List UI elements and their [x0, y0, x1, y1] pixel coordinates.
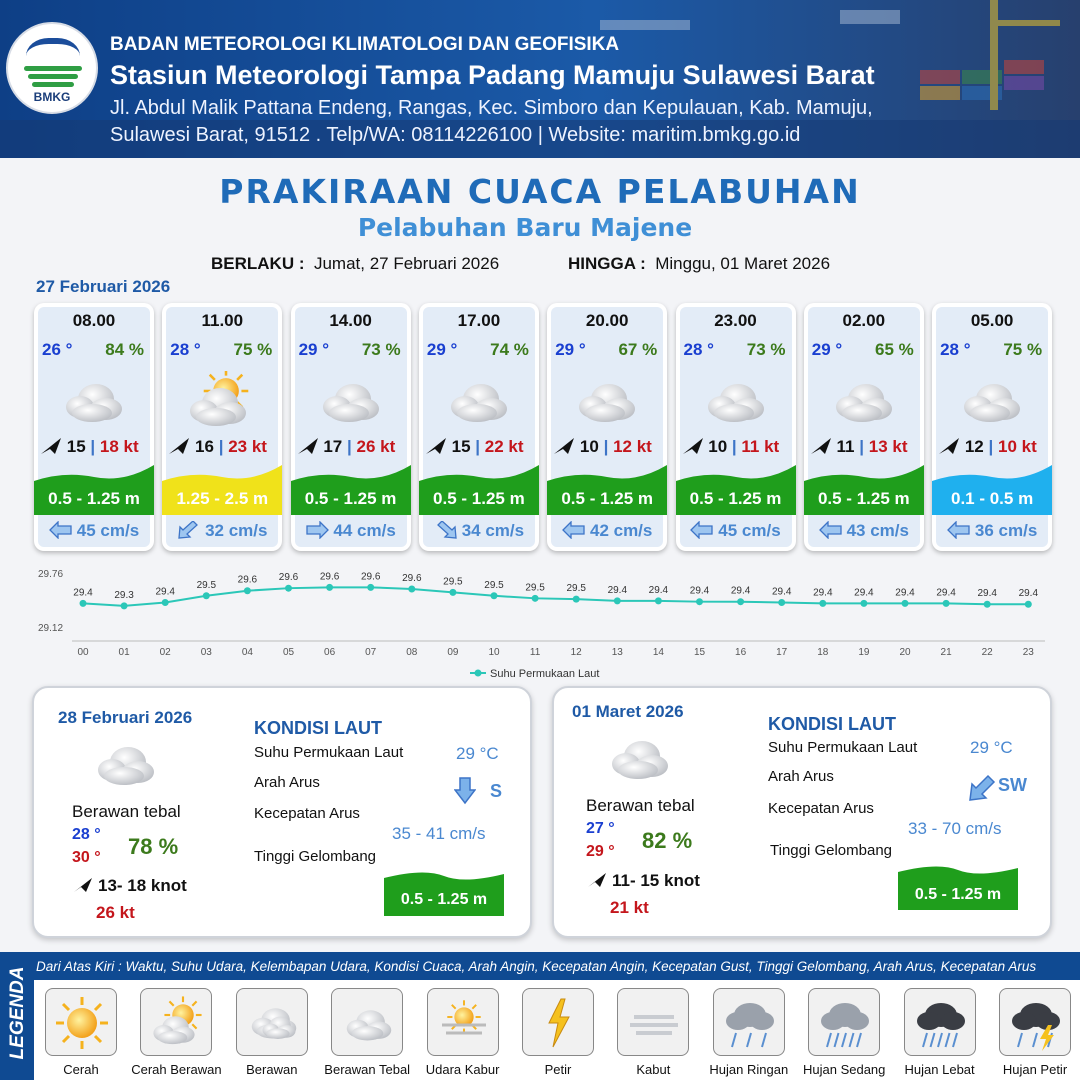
- x-tick-label: 06: [324, 647, 336, 658]
- sst-data-label: 29.4: [813, 587, 833, 599]
- wind-separator: |: [90, 437, 96, 456]
- x-tick-label: 18: [817, 647, 829, 658]
- hour-card: [291, 303, 411, 551]
- x-tick-label: 21: [940, 647, 952, 658]
- legend-item: [999, 988, 1071, 1056]
- hour-time: 14.00: [329, 311, 372, 330]
- wind-speed: 10: [708, 437, 728, 456]
- weather-text: Berawan tebal: [72, 802, 181, 821]
- sst-point: [121, 602, 128, 609]
- sst-data-label: 29.5: [484, 579, 504, 591]
- legend-title: LEGENDA: [7, 966, 28, 1060]
- chart-legend-label: Suhu Permukaan Laut: [490, 668, 600, 680]
- hour-time: 20.00: [585, 311, 629, 330]
- hour-temp: 29 °: [426, 340, 458, 359]
- wave-height: 0.5 - 1.25 m: [304, 489, 397, 508]
- sst-chart: [0, 560, 1080, 685]
- wind-arrow-icon: [72, 876, 94, 894]
- wind-speed: 13- 18 knot: [98, 876, 187, 895]
- cloud-thick-icon: [698, 371, 774, 427]
- sst-data-label: 29.4: [689, 585, 710, 597]
- current-speed: 36 cm/s: [974, 521, 1038, 540]
- sst-point: [655, 597, 662, 604]
- current-row: [804, 521, 924, 541]
- x-tick-label: 20: [899, 647, 911, 658]
- hour-temp: 26 °: [42, 340, 73, 359]
- sst-point: [162, 599, 169, 606]
- wind-separator: |: [988, 437, 994, 456]
- hour-card: [419, 303, 539, 551]
- x-tick-label: 23: [1022, 647, 1034, 658]
- legend-item-label: Hujan Lebat: [904, 1062, 975, 1077]
- hour-time: 08.00: [72, 311, 116, 330]
- sst-point: [902, 600, 909, 607]
- sst-value: 29 °C: [970, 738, 1013, 757]
- sst-point: [408, 586, 415, 593]
- hour-card: [547, 303, 667, 551]
- validity-from: [211, 254, 499, 274]
- panel-date: 01 Maret 2026: [572, 702, 684, 721]
- arrow-down-icon: [454, 776, 476, 806]
- x-tick-label: 01: [118, 647, 130, 658]
- x-tick-label: 11: [529, 647, 541, 658]
- hour-time: 05.00: [970, 311, 1014, 330]
- sst-data-label: 29.4: [607, 584, 628, 596]
- sst-data-label: 29.6: [319, 571, 340, 583]
- station-name: Stasiun Meteorologi Tampa Padang Mamuju Sulawesi Barat: [110, 60, 875, 90]
- wind-arrow-icon: [938, 437, 960, 455]
- wind-speed: 11: [836, 437, 855, 456]
- legend-item: [904, 988, 976, 1056]
- current-row: [34, 521, 154, 541]
- legend-item-label: Cerah Berawan: [131, 1062, 222, 1077]
- wave-height: 0.1 - 0.5 m: [950, 489, 1034, 508]
- wind-separator: |: [346, 437, 352, 456]
- cloud-thick-icon: [954, 371, 1030, 427]
- gust-speed: 18 kt: [99, 437, 139, 456]
- cloud-thick-icon: [826, 371, 902, 427]
- legend-item-label: Kabut: [636, 1062, 671, 1077]
- wind-row: [168, 437, 267, 457]
- sst-data-label: 29.4: [936, 587, 956, 599]
- wind-row: [810, 437, 908, 457]
- fog-icon: [626, 995, 682, 1051]
- legend-item-label: Cerah: [63, 1062, 99, 1077]
- wind-row: [938, 437, 1037, 457]
- gust-speed: 26 kt: [96, 903, 135, 922]
- page-subtitle: Pelabuhan Baru Majene: [357, 213, 693, 242]
- thunderstorm-icon: [1008, 995, 1064, 1051]
- hour-card: [804, 303, 924, 551]
- current-speed: 45 cm/s: [718, 521, 781, 540]
- header-banner: [0, 0, 1080, 158]
- wave-height: 1.25 - 2.5 m: [176, 489, 269, 508]
- hour-time: 11.00: [201, 311, 244, 330]
- sst-label: Suhu Permukaan Laut: [768, 739, 918, 756]
- hour-temp: 29 °: [298, 340, 330, 359]
- current-arrow-icon: [434, 521, 458, 539]
- legend-item-label: Udara Kabur: [425, 1062, 500, 1077]
- wind-row: [425, 437, 524, 457]
- wind-speed: 16: [195, 437, 214, 456]
- wave-height: 0.5 - 1.25 m: [689, 489, 782, 508]
- wind-speed: 15: [451, 437, 471, 456]
- lightning-icon: [531, 995, 587, 1051]
- wind-separator: |: [475, 437, 481, 456]
- hour-temp: 28 °: [170, 340, 201, 359]
- wind-speed: 12: [964, 437, 984, 456]
- x-tick-label: 08: [406, 647, 418, 658]
- day-panel-1: [32, 686, 532, 938]
- sst-data-label: 29.4: [155, 586, 175, 598]
- wind-row: [553, 437, 652, 457]
- org-name: BADAN METEOROLOGI KLIMATOLOGI DAN GEOFISIKA: [110, 34, 620, 55]
- hour-temp: 28 °: [683, 340, 714, 359]
- cloud-icon: [245, 995, 301, 1051]
- sst-data-label: 29.4: [771, 586, 792, 598]
- gust-speed: 26 kt: [356, 437, 396, 456]
- legend-item: [808, 988, 880, 1056]
- current-speed-value: 33 - 70 cm/s: [908, 819, 1002, 838]
- wave-label: Tinggi Gelombang: [770, 842, 893, 859]
- sun-cloud-icon: [184, 371, 260, 427]
- legend-marker: [475, 670, 482, 677]
- light-rain-icon: [722, 995, 778, 1051]
- sst-point: [326, 584, 333, 591]
- current-dir-label: Arah Arus: [254, 774, 320, 791]
- current-dir-value: SW: [998, 775, 1027, 795]
- wind-separator: |: [603, 437, 609, 456]
- current-speed-label: Kecepatan Arus: [254, 805, 360, 822]
- current-row: [932, 521, 1052, 541]
- wind-speed: 11- 15 knot: [612, 871, 700, 890]
- x-tick-label: 17: [776, 647, 788, 658]
- current-speed: 45 cm/s: [76, 521, 140, 540]
- x-tick-label: 15: [693, 647, 706, 658]
- hour-time: 17.00: [457, 311, 501, 330]
- sst-point: [1025, 601, 1032, 608]
- legend-item: [45, 988, 117, 1056]
- day1-date: 27 Februari 2026: [36, 277, 171, 296]
- y-tick-label: 29.76: [38, 569, 64, 580]
- humidity: 78 %: [128, 834, 179, 859]
- wind-row: [682, 437, 780, 457]
- wave-label: Tinggi Gelombang: [254, 848, 377, 865]
- current-dir-label: Arah Arus: [768, 768, 834, 785]
- hour-card: [676, 303, 796, 551]
- wind-separator: |: [859, 437, 865, 456]
- wind-speed: 17: [323, 437, 343, 456]
- current-speed: 34 cm/s: [461, 521, 525, 540]
- sst-data-label: 29.4: [854, 587, 874, 599]
- sst-label: Suhu Permukaan Laut: [254, 744, 404, 761]
- x-tick-label: 19: [858, 647, 870, 658]
- hour-time: 02.00: [842, 311, 886, 330]
- wind-arrow-icon: [168, 437, 190, 455]
- x-tick-label: 07: [365, 647, 377, 658]
- legend-description: Dari Atas Kiri : Waktu, Suhu Udara, Kelembapan Udara, Kondisi Cuaca, Arah Angin, Kecepatan Angin, Kecepatan Gust, Tinggi Gelombang, Arah Arus, Kecepatan Arus: [34, 952, 1080, 980]
- temp-min: 27 °: [586, 820, 615, 837]
- sst-point: [80, 600, 87, 607]
- legend-item: [331, 988, 403, 1056]
- hour-humidity: 73 %: [361, 340, 401, 359]
- cloud-thick-icon: [441, 371, 517, 427]
- current-speed: 32 cm/s: [205, 521, 268, 540]
- wave-height: 0.5 - 1.25 m: [561, 489, 654, 508]
- x-tick-label: 03: [200, 647, 212, 658]
- sst-data-label: 29.5: [443, 576, 463, 588]
- address-line-1: Jl. Abdul Malik Pattana Endeng, Rangas, Kec. Simboro dan Kepulauan, Kab. Mamuju,: [110, 97, 873, 119]
- hour-card: [34, 303, 154, 551]
- hour-humidity: 67 %: [618, 340, 658, 359]
- sst-data-label: 29.6: [278, 572, 299, 584]
- wind-arrow-icon: [425, 437, 447, 455]
- x-tick-label: 02: [159, 647, 171, 658]
- current-row: [162, 521, 282, 541]
- current-row: [291, 521, 411, 541]
- temp-max: 29 °: [586, 843, 615, 860]
- gust-speed: 23 kt: [228, 437, 267, 456]
- sst-point: [737, 598, 744, 605]
- current-row: [676, 521, 796, 541]
- x-tick-label: 14: [652, 647, 664, 658]
- current-speed: 42 cm/s: [589, 521, 653, 540]
- temp-min: 28 °: [72, 826, 101, 843]
- current-speed-value: 35 - 41 cm/s: [392, 824, 486, 843]
- current-dir-value: S: [490, 781, 503, 801]
- sst-data-label: 29.5: [196, 579, 217, 591]
- legend-item-label: Berawan Tebal: [324, 1062, 411, 1077]
- hour-temp: 29 °: [555, 340, 586, 359]
- sst-data-label: 29.6: [360, 571, 381, 583]
- legend-item: [427, 988, 499, 1056]
- sst-data-label: 29.5: [566, 583, 586, 595]
- wind-speed: 15: [66, 437, 86, 456]
- haze-icon: [436, 995, 492, 1051]
- wave-height: 0.5 - 1.25 m: [48, 489, 140, 508]
- arrow-down-left-icon: [968, 774, 996, 802]
- x-tick-label: 05: [282, 647, 295, 658]
- sst-data-label: 29.6: [237, 574, 258, 586]
- sst-data-label: 29.4: [730, 585, 751, 597]
- validity-to-value: Minggu, 01 Maret 2026: [655, 254, 831, 273]
- weather-text: Berawan tebal: [586, 796, 695, 815]
- current-arrow-icon: [947, 521, 971, 539]
- gust-speed: 21 kt: [610, 898, 649, 917]
- sst-data-label: 29.4: [73, 587, 93, 599]
- sst-data-label: 29.4: [1018, 588, 1039, 600]
- page-title: PRAKIRAAN CUACA PELABUHAN: [219, 172, 861, 211]
- sun-cloud-icon: [149, 995, 205, 1051]
- hour-humidity: 84 %: [105, 340, 144, 359]
- sst-point: [696, 598, 703, 605]
- y-tick-label: 29.12: [38, 623, 64, 634]
- gust-speed: 11 kt: [741, 437, 780, 456]
- hour-card: [932, 303, 1052, 551]
- wave-value: 0.5 - 1.25 m: [914, 886, 1002, 903]
- hour-humidity: 75 %: [1003, 340, 1043, 359]
- current-arrow-icon: [690, 521, 714, 539]
- legend-item: [236, 988, 308, 1056]
- gust-speed: 22 kt: [484, 437, 524, 456]
- hour-humidity: 74 %: [490, 340, 529, 359]
- x-tick-label: 04: [241, 647, 253, 658]
- sst-data-label: 29.4: [977, 588, 997, 600]
- cloud-thick-icon: [340, 995, 396, 1051]
- temp-max: 30 °: [72, 849, 101, 866]
- sst-data-label: 29.6: [402, 573, 422, 585]
- hour-card: [162, 303, 282, 551]
- x-tick-label: 09: [447, 647, 459, 658]
- sun-icon: [54, 995, 110, 1051]
- wave-value: 0.5 - 1.25 m: [400, 891, 488, 908]
- current-row: [547, 521, 667, 541]
- legend-item-label: Berawan: [246, 1062, 298, 1077]
- sst-point: [943, 600, 950, 607]
- legend-item-label: Hujan Ringan: [709, 1062, 789, 1077]
- legend-item: [522, 988, 594, 1056]
- validity-to-label: HINGGA :: [568, 254, 646, 273]
- heavy-rain-icon: [913, 995, 969, 1051]
- x-tick-label: 12: [570, 647, 582, 658]
- hour-humidity: 75 %: [233, 340, 273, 359]
- legend-item-label: Petir: [544, 1062, 572, 1077]
- wind-separator: |: [218, 437, 224, 456]
- sst-point: [860, 600, 867, 607]
- legend-item-label: Hujan Sedang: [802, 1062, 886, 1077]
- current-speed-label: Kecepatan Arus: [768, 800, 874, 817]
- panel-date: 28 Februari 2026: [58, 708, 193, 727]
- moderate-rain-icon: [817, 995, 873, 1051]
- sst-point: [449, 589, 456, 596]
- bmkg-logo: [6, 22, 98, 114]
- hour-humidity: 73 %: [746, 340, 786, 359]
- gust-speed: 13 kt: [868, 437, 908, 456]
- current-arrow-icon: [49, 521, 73, 539]
- cloud-thick-icon: [56, 371, 132, 427]
- current-arrow-icon: [819, 521, 843, 539]
- x-tick-label: 22: [981, 647, 993, 658]
- logo-text: BMKG: [33, 90, 71, 104]
- hour-temp: 29 °: [811, 340, 843, 359]
- sst-data-label: 29.5: [525, 582, 545, 594]
- sst-point: [244, 587, 251, 594]
- sst-point: [819, 600, 826, 607]
- wind-arrow-icon: [553, 437, 575, 455]
- current-arrow-icon: [305, 521, 329, 539]
- sst-point: [532, 595, 539, 602]
- current-row: [419, 521, 539, 541]
- wind-arrow-icon: [40, 437, 62, 455]
- current-arrow-icon: [177, 521, 201, 539]
- x-tick-label: 13: [611, 647, 623, 658]
- cloud-thick-icon: [606, 732, 674, 782]
- cloud-thick-icon: [569, 371, 645, 427]
- hour-temp: 28 °: [940, 340, 971, 359]
- humidity: 82 %: [642, 828, 693, 853]
- sst-point: [203, 592, 210, 599]
- sst-point: [367, 584, 374, 591]
- cloud-thick-icon: [313, 371, 389, 427]
- gust-speed: 10 kt: [997, 437, 1037, 456]
- wave-height: 0.5 - 1.25 m: [817, 489, 910, 508]
- sst-point: [285, 585, 292, 592]
- validity-from-value: Jumat, 27 Februari 2026: [313, 254, 500, 273]
- sst-data-label: 29.4: [895, 587, 915, 599]
- hour-time: 23.00: [714, 311, 757, 330]
- sst-data-label: 29.3: [114, 589, 134, 601]
- legend-item: [713, 988, 785, 1056]
- wind-arrow-icon: [810, 437, 832, 455]
- current-speed: 44 cm/s: [333, 521, 396, 540]
- kondisi-title: KONDISI LAUT: [768, 714, 896, 734]
- hour-humidity: 65 %: [875, 340, 914, 359]
- sst-point: [778, 599, 785, 606]
- wind-arrow-icon: [297, 437, 319, 455]
- legend-item: [140, 988, 212, 1056]
- sst-point: [984, 601, 991, 608]
- wind-row: [297, 437, 396, 457]
- validity-from-label: BERLAKU :: [211, 254, 305, 273]
- cloud-thick-icon: [92, 738, 160, 788]
- sst-value: 29 °C: [456, 744, 499, 763]
- sst-point: [614, 597, 621, 604]
- day-panel-2: [552, 686, 1052, 938]
- x-tick-label: 00: [77, 647, 89, 658]
- kondisi-title: KONDISI LAUT: [254, 718, 382, 738]
- validity-to: [568, 254, 830, 274]
- wind-row: [40, 437, 139, 457]
- address-line-2: Sulawesi Barat, 91512 . Telp/WA: 08114226100 | Website: maritim.bmkg.go.id: [110, 124, 801, 146]
- gust-speed: 12 kt: [613, 437, 652, 456]
- legend-item: [617, 988, 689, 1056]
- current-arrow-icon: [562, 521, 586, 539]
- wind-arrow-icon: [682, 437, 704, 455]
- legend-item-label: Hujan Petir: [1002, 1062, 1068, 1077]
- wind-arrow-icon: [586, 871, 608, 889]
- current-speed: 43 cm/s: [846, 521, 909, 540]
- sst-point: [573, 596, 580, 603]
- sst-point: [491, 592, 498, 599]
- wind-speed: 10: [579, 437, 599, 456]
- x-tick-label: 10: [488, 647, 500, 658]
- wind-separator: |: [731, 437, 737, 456]
- x-tick-label: 16: [735, 647, 747, 658]
- sst-data-label: 29.4: [648, 584, 669, 596]
- wave-height: 0.5 - 1.25 m: [433, 489, 525, 508]
